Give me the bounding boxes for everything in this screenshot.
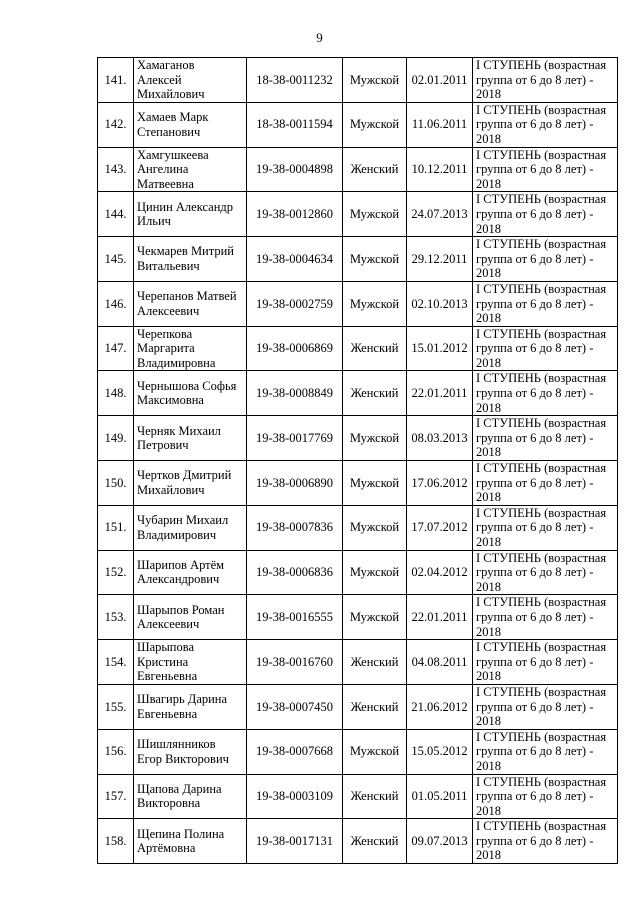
row-number: 158. <box>98 819 134 864</box>
row-number: 142. <box>98 102 134 147</box>
row-number: 155. <box>98 684 134 729</box>
birth-date: 17.07.2012 <box>407 505 473 550</box>
row-number: 143. <box>98 147 134 192</box>
row-number: 147. <box>98 326 134 371</box>
row-number: 150. <box>98 461 134 506</box>
participant-id: 19-38-0003109 <box>247 774 343 819</box>
participant-id: 19-38-0006890 <box>247 461 343 506</box>
participant-sex: Женский <box>343 147 407 192</box>
gto-stage: I СТУПЕНЬ (возрастная группа от 6 до 8 лет) - 2018 <box>473 729 618 774</box>
table-row <box>98 505 618 550</box>
participant-sex: Мужской <box>343 461 407 506</box>
gto-stage: I СТУПЕНЬ (возрастная группа от 6 до 8 лет) - 2018 <box>473 281 618 326</box>
gto-stage: I СТУПЕНЬ (возрастная группа от 6 до 8 лет) - 2018 <box>473 326 618 371</box>
row-number: 148. <box>98 371 134 416</box>
birth-date: 10.12.2011 <box>407 147 473 192</box>
table-row <box>98 550 618 595</box>
gto-stage: I СТУПЕНЬ (возрастная группа от 6 до 8 лет) - 2018 <box>473 147 618 192</box>
table-row <box>98 237 618 282</box>
birth-date: 09.07.2013 <box>407 819 473 864</box>
table-row <box>98 684 618 729</box>
participant-id: 19-38-0007836 <box>247 505 343 550</box>
participant-name: Щапова Дарина Викторовна <box>134 774 247 819</box>
birth-date: 24.07.2013 <box>407 192 473 237</box>
gto-stage: I СТУПЕНЬ (возрастная группа от 6 до 8 лет) - 2018 <box>473 684 618 729</box>
participant-id: 19-38-0012860 <box>247 192 343 237</box>
participant-name: Чубарин Михаил Владимирович <box>134 505 247 550</box>
participant-sex: Мужской <box>343 102 407 147</box>
row-number: 151. <box>98 505 134 550</box>
table-row <box>98 595 618 640</box>
birth-date: 22.01.2011 <box>407 371 473 416</box>
table-row <box>98 774 618 819</box>
participant-sex: Мужской <box>343 505 407 550</box>
row-number: 157. <box>98 774 134 819</box>
participant-name: Шарыпов Роман Алексеевич <box>134 595 247 640</box>
participant-sex: Мужской <box>343 550 407 595</box>
participant-name: Хамгушкеева Ангелина Матвеевна <box>134 147 247 192</box>
gto-stage: I СТУПЕНЬ (возрастная группа от 6 до 8 лет) - 2018 <box>473 774 618 819</box>
gto-stage: I СТУПЕНЬ (возрастная группа от 6 до 8 лет) - 2018 <box>473 416 618 461</box>
birth-date: 04.08.2011 <box>407 640 473 685</box>
birth-date: 17.06.2012 <box>407 461 473 506</box>
participant-sex: Мужской <box>343 416 407 461</box>
birth-date: 08.03.2013 <box>407 416 473 461</box>
participant-id: 19-38-0002759 <box>247 281 343 326</box>
birth-date: 01.05.2011 <box>407 774 473 819</box>
gto-stage: I СТУПЕНЬ (возрастная группа от 6 до 8 лет) - 2018 <box>473 237 618 282</box>
participant-id: 19-38-0006869 <box>247 326 343 371</box>
participant-id: 19-38-0007450 <box>247 684 343 729</box>
participant-id: 19-38-0006836 <box>247 550 343 595</box>
gto-stage: I СТУПЕНЬ (возрастная группа от 6 до 8 лет) - 2018 <box>473 192 618 237</box>
participant-name: Черепкова Маргарита Владимировна <box>134 326 247 371</box>
table-row <box>98 58 618 103</box>
table-row <box>98 461 618 506</box>
row-number: 153. <box>98 595 134 640</box>
participant-id: 19-38-0007668 <box>247 729 343 774</box>
table-row <box>98 416 618 461</box>
table-row <box>98 819 618 864</box>
birth-date: 15.01.2012 <box>407 326 473 371</box>
participant-name: Шарыпова Кристина Евгеньевна <box>134 640 247 685</box>
birth-date: 29.12.2011 <box>407 237 473 282</box>
row-number: 146. <box>98 281 134 326</box>
birth-date: 22.01.2011 <box>407 595 473 640</box>
participant-id: 19-38-0017131 <box>247 819 343 864</box>
table-row <box>98 192 618 237</box>
participant-name: Хамаев Марк Степанович <box>134 102 247 147</box>
participant-sex: Женский <box>343 684 407 729</box>
gto-stage: I СТУПЕНЬ (возрастная группа от 6 до 8 лет) - 2018 <box>473 595 618 640</box>
row-number: 149. <box>98 416 134 461</box>
participant-sex: Женский <box>343 819 407 864</box>
participant-name: Шишлянников Егор Викторович <box>134 729 247 774</box>
birth-date: 11.06.2011 <box>407 102 473 147</box>
page-number: 9 <box>316 30 323 45</box>
birth-date: 15.05.2012 <box>407 729 473 774</box>
table-row <box>98 326 618 371</box>
gto-stage: I СТУПЕНЬ (возрастная группа от 6 до 8 лет) - 2018 <box>473 819 618 864</box>
table-row <box>98 640 618 685</box>
participant-name: Цинин Александр Ильич <box>134 192 247 237</box>
participant-name: Чернышова Софья Максимовна <box>134 371 247 416</box>
birth-date: 02.01.2011 <box>407 58 473 103</box>
birth-date: 02.10.2013 <box>407 281 473 326</box>
participant-name: Чекмарев Митрий Витальевич <box>134 237 247 282</box>
participant-sex: Мужской <box>343 281 407 326</box>
participant-name: Шарипов Артём Александрович <box>134 550 247 595</box>
participant-name: Хамаганов Алексей Михайлович <box>134 58 247 103</box>
gto-stage: I СТУПЕНЬ (возрастная группа от 6 до 8 лет) - 2018 <box>473 371 618 416</box>
row-number: 145. <box>98 237 134 282</box>
row-number: 156. <box>98 729 134 774</box>
participant-sex: Мужской <box>343 237 407 282</box>
participant-name: Черепанов Матвей Алексеевич <box>134 281 247 326</box>
participant-id: 19-38-0004634 <box>247 237 343 282</box>
row-number: 141. <box>98 58 134 103</box>
gto-stage: I СТУПЕНЬ (возрастная группа от 6 до 8 лет) - 2018 <box>473 505 618 550</box>
participant-sex: Женский <box>343 371 407 416</box>
participant-name: Швагирь Дарина Евгеньевна <box>134 684 247 729</box>
table-row <box>98 147 618 192</box>
participant-sex: Мужской <box>343 192 407 237</box>
participants-table-body <box>98 58 618 864</box>
participant-id: 19-38-0016555 <box>247 595 343 640</box>
participants-table <box>97 57 618 864</box>
birth-date: 02.04.2012 <box>407 550 473 595</box>
table-row <box>98 729 618 774</box>
table-row <box>98 371 618 416</box>
participant-sex: Женский <box>343 640 407 685</box>
gto-stage: I СТУПЕНЬ (возрастная группа от 6 до 8 лет) - 2018 <box>473 102 618 147</box>
row-number: 152. <box>98 550 134 595</box>
participant-sex: Мужской <box>343 595 407 640</box>
participant-sex: Женский <box>343 774 407 819</box>
participant-id: 19-38-0008849 <box>247 371 343 416</box>
participant-name: Черняк Михаил Петрович <box>134 416 247 461</box>
gto-stage: I СТУПЕНЬ (возрастная группа от 6 до 8 лет) - 2018 <box>473 58 618 103</box>
participant-sex: Женский <box>343 326 407 371</box>
table-row <box>98 102 618 147</box>
participant-sex: Мужской <box>343 729 407 774</box>
row-number: 154. <box>98 640 134 685</box>
participant-name: Щепина Полина Артёмовна <box>134 819 247 864</box>
participant-name: Чертков Дмитрий Михайлович <box>134 461 247 506</box>
row-number: 144. <box>98 192 134 237</box>
participant-id: 19-38-0017769 <box>247 416 343 461</box>
participant-id: 19-38-0004898 <box>247 147 343 192</box>
gto-stage: I СТУПЕНЬ (возрастная группа от 6 до 8 лет) - 2018 <box>473 640 618 685</box>
gto-stage: I СТУПЕНЬ (возрастная группа от 6 до 8 лет) - 2018 <box>473 461 618 506</box>
participant-id: 18-38-0011232 <box>247 58 343 103</box>
participant-sex: Мужской <box>343 58 407 103</box>
participant-id: 18-38-0011594 <box>247 102 343 147</box>
birth-date: 21.06.2012 <box>407 684 473 729</box>
table-row <box>98 281 618 326</box>
participant-id: 19-38-0016760 <box>247 640 343 685</box>
gto-stage: I СТУПЕНЬ (возрастная группа от 6 до 8 лет) - 2018 <box>473 550 618 595</box>
